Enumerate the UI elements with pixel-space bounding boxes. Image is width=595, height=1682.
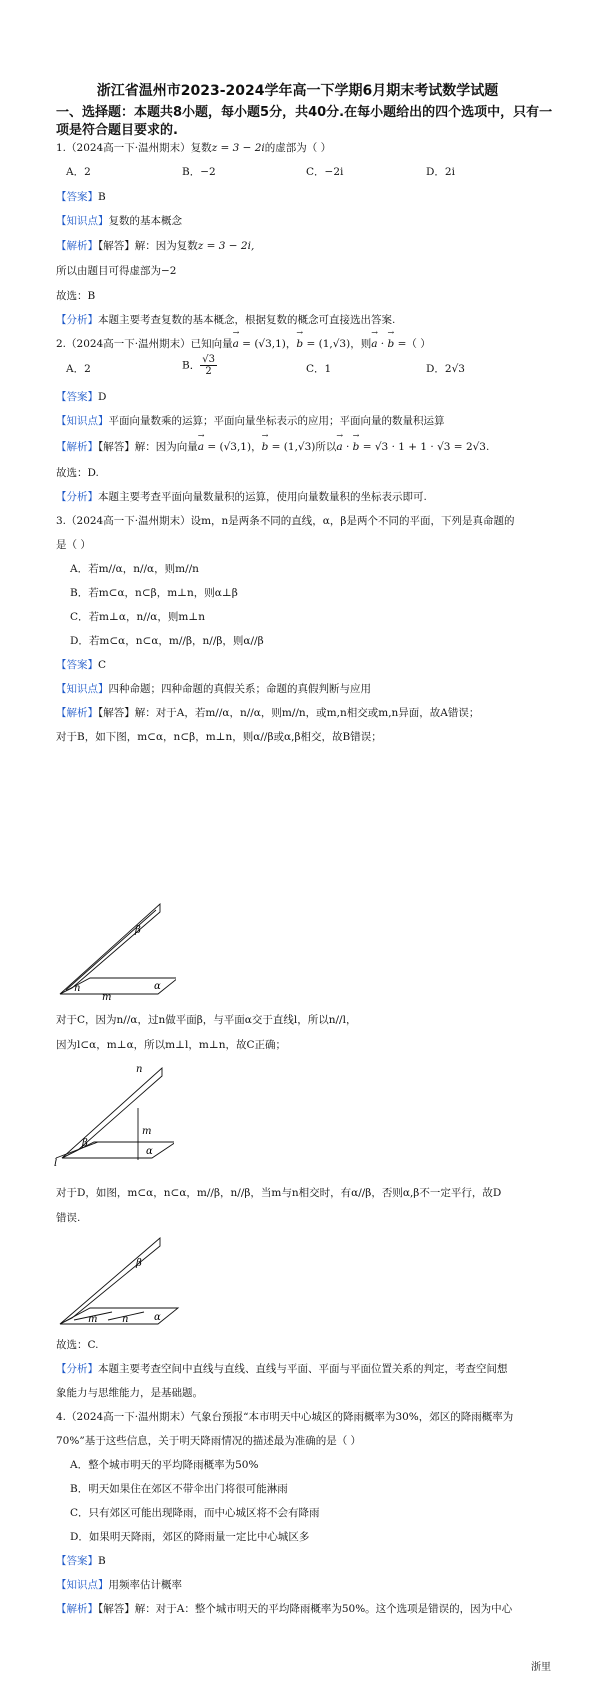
q1-knowledge: 【知识点】复数的基本概念 — [56, 215, 182, 227]
plane-beta — [60, 904, 160, 994]
q4-option-b: B．明天如果住在郊区不带伞出门将很可能淋雨 — [70, 1483, 288, 1495]
q2-summary: 【分析】本题主要考查平面向量数量积的运算，使用向量数量积的坐标表示即可. — [56, 491, 427, 503]
q4-option-c: C．只有郊区可能出现降雨，而中心城区将不会有降雨 — [70, 1507, 320, 1519]
label-n: n — [74, 983, 81, 994]
q1-option-c: C．−2i — [306, 166, 344, 178]
q3-analysis-1: 【解析】【解答】解：对于A，若m//α，n//α，则m//n，或m,n相交或m,n异面，故A错误； — [56, 707, 480, 719]
q4-option-d: D．如果明天降雨，郊区的降雨量一定比中心城区多 — [70, 1531, 310, 1543]
label-alpha: α — [146, 1146, 153, 1157]
plane-alpha — [62, 1142, 174, 1158]
label-m: m — [142, 1126, 152, 1137]
q3-figure-b — [56, 900, 176, 1002]
q3-option-a: A．若m//α，n//α，则m//n — [70, 563, 199, 575]
q3-stem-1: 3.（2024高一下·温州期末）设m，n是两条不同的直线，α，β是两个不同的平面，下列是真命题的 — [56, 515, 515, 527]
q1-conclusion: 故选：B — [56, 290, 96, 302]
q3-option-d: D．若m⊂α，n⊂α，m//β，n//β，则α//β — [70, 635, 264, 647]
q1-summary: 【分析】本题主要考查复数的基本概念，根据复数的概念可直接选出答案. — [56, 314, 396, 326]
q3-conclusion: 故选：C. — [56, 1339, 99, 1351]
q1-option-a: A．2 — [66, 166, 91, 178]
q3-figure-c — [54, 1062, 174, 1166]
q3-summary-2: 象能力与思维能力，是基础题。 — [56, 1387, 203, 1399]
label-m: m — [102, 992, 112, 1002]
q3-analysis-2: 对于B，如下图，m⊂α，n⊂β，m⊥n，则α//β或α,β相交，故B错误； — [56, 731, 382, 743]
label-n: n — [136, 1064, 143, 1075]
q3-figure-d — [56, 1234, 180, 1332]
q1-option-d: D．2i — [426, 166, 455, 178]
q3-knowledge: 【知识点】四种命题；四种命题的真假关系；命题的真假判断与应用 — [56, 683, 371, 695]
q4-answer: 【答案】B — [56, 1555, 106, 1567]
label-l: l — [54, 1158, 58, 1166]
plane-beta — [62, 1068, 162, 1158]
q4-option-a: A．整个城市明天的平均降雨概率为50% — [70, 1459, 259, 1471]
q1-stem: 1.（2024高一下·温州期末）复数z = 3 − 2i的虚部为（ ） — [56, 142, 332, 154]
q2-option-b: B． $\frac{√3}{2}$ — [182, 354, 215, 377]
label-n: n — [122, 1314, 129, 1325]
q2-answer: 【答案】D — [56, 391, 107, 403]
q2-conclusion: 故选：D. — [56, 467, 99, 479]
q3-analysis-5: 对于D，如图，m⊂α，n⊂α，m//β，n//β，当m与n相交时，有α//β，否则α,β不一定平行，故D — [56, 1187, 502, 1199]
q2-stem: 2.（2024高一下·温州期末）已知向量→ a = (√3,1)，→ b = (1,√3)，则→ a · → b =（ ） — [56, 337, 431, 351]
q3-answer: 【答案】C — [56, 659, 107, 671]
label-alpha: α — [154, 981, 161, 992]
q1-option-b: B．−2 — [182, 166, 216, 178]
q2-option-c: C．1 — [306, 363, 332, 375]
label-beta: β — [82, 1138, 88, 1149]
q1-analysis: 【解析】【解答】解：因为复数z = 3 − 2i, — [56, 240, 255, 252]
q4-stem-1: 4.（2024高一下·温州期末）气象台预报“本市明天中心城区的降雨概率为30%，郊区的降雨概率为 — [56, 1411, 514, 1423]
label-m: m — [88, 1314, 98, 1325]
q3-analysis-3: 对于C，因为n//α，过n做平面β，与平面α交于直线l，所以n//l， — [56, 1014, 357, 1026]
q2-knowledge: 【知识点】平面向量数乘的运算；平面向量坐标表示的应用；平面向量的数量积运算 — [56, 415, 445, 427]
label-beta: β — [135, 925, 141, 936]
q3-summary-1: 【分析】本题主要考查空间中直线与直线、直线与平面、平面与平面位置关系的判定，考查空间想 — [56, 1363, 508, 1375]
q2-option-a: A．2 — [66, 363, 91, 375]
q3-stem-2: 是（ ） — [56, 539, 91, 551]
section-heading: 一、选择题：本题共8小题，每小题5分，共40分.在每小题给出的四个选项中，只有一项是符合题目要求的. — [56, 105, 553, 138]
q4-knowledge: 【知识点】用频率估计概率 — [56, 1579, 182, 1591]
q3-analysis-6: 错误. — [56, 1212, 81, 1224]
page-footer: 浙里 — [531, 1662, 551, 1673]
q2-option-d: D．2√3 — [426, 363, 465, 375]
q3-option-b: B．若m⊂α，n⊂β，m⊥n，则α⊥β — [70, 587, 238, 599]
q3-analysis-4: 因为l⊂α，m⊥α，所以m⊥l，m⊥n，故C正确； — [56, 1039, 286, 1051]
label-beta: β — [136, 1258, 142, 1269]
page-title: 浙江省温州市2023-2024学年高一下学期6月期末考试数学试题 — [96, 83, 499, 99]
q2-analysis: 【解析】【解答】解：因为向量→ a = (√3,1)，→ b = (1,√3)所以→ a · → b = √3 · 1 + 1 · √3 = 2√3. — [56, 440, 489, 454]
q3-option-c: C．若m⊥α，n//α，则m⊥n — [70, 611, 205, 623]
q1-analysis-2: 所以由题目可得虚部为−2 — [56, 265, 177, 277]
q4-analysis-1: 【解析】【解答】解：对于A：整个城市明天的平均降雨概率为50%。这个选项是错误的，因为中心 — [56, 1603, 513, 1615]
q4-stem-2: 70%”基于这些信息，关于明天降雨情况的描述最为准确的是（ ） — [56, 1435, 362, 1447]
q1-answer: 【答案】B — [56, 191, 106, 203]
label-alpha: α — [154, 1312, 161, 1323]
plane-beta — [60, 1238, 160, 1324]
